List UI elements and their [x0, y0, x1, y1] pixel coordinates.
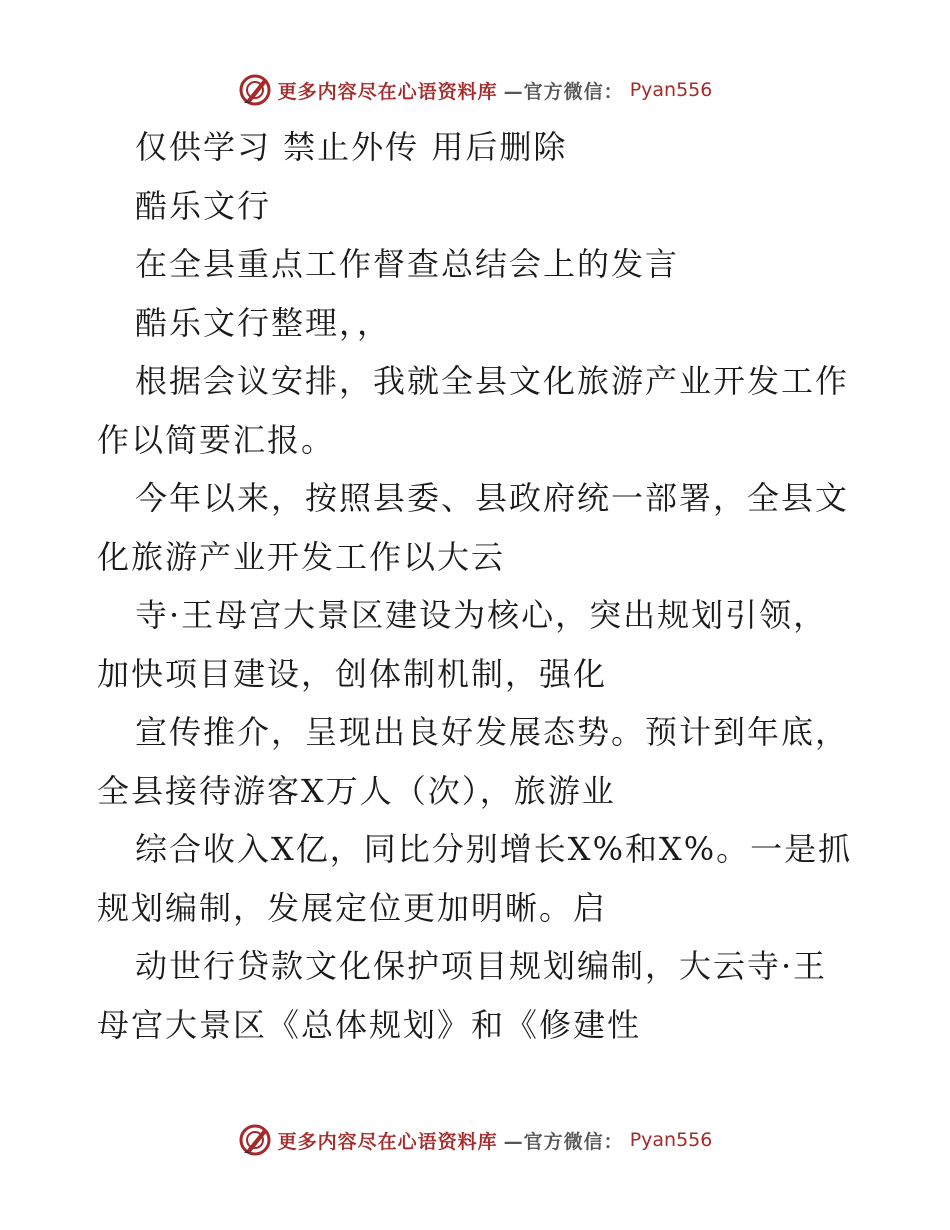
- document-line: 在全县重点工作督查总结会上的发言: [135, 245, 680, 283]
- document-line: 仅供学习 禁止外传 用后删除: [135, 128, 568, 166]
- document-line: 规划编制，发展定位更加明晰。启: [97, 888, 608, 927]
- document-line: 今年以来，按照县委、县政府统一部署，全县文: [135, 479, 850, 517]
- pen-circle-logo-icon: [238, 73, 272, 107]
- banner-brand-text: 更多内容尽在心语资料库: [277, 80, 498, 103]
- banner-separator-text: —官方微信：: [503, 80, 624, 103]
- document-line: 寺·王母宫大景区建设为核心，突出规划引领，: [135, 596, 828, 634]
- banner-wechat-id: Pyan556: [629, 1129, 713, 1151]
- document-line: 作以简要汇报。: [97, 420, 336, 459]
- document-line: 根据会议安排，我就全县文化旅游产业开发工作: [135, 362, 850, 400]
- document-body: [97, 118, 857, 1054]
- document-line: 宣传推介，呈现出良好发展态势。预计到年底，: [135, 713, 850, 751]
- footer-watermark-banner: [0, 1120, 950, 1160]
- header-watermark-banner: [0, 70, 950, 110]
- document-line: 动世行贷款文化保护项目规划编制，大云寺·王: [135, 947, 828, 985]
- document-line: 化旅游产业开发工作以大云: [97, 537, 506, 576]
- document-line: 酷乐文行: [135, 186, 272, 225]
- banner-separator-text: —官方微信：: [503, 1130, 624, 1153]
- document-line: 母宫大景区《总体规划》和《修建性: [97, 1005, 642, 1044]
- pen-circle-logo-icon: [238, 1123, 272, 1157]
- document-line: 酷乐文行整理，，: [135, 303, 392, 342]
- document-line: 综合收入X亿，同比分别增长X%和X%。一是抓: [135, 830, 853, 868]
- banner-brand-text: 更多内容尽在心语资料库: [277, 1130, 498, 1153]
- banner-wechat-id: Pyan556: [629, 79, 713, 101]
- document-line: 全县接待游客X万人（次），旅游业: [97, 771, 616, 810]
- document-line: 加快项目建设，创体制机制，强化: [97, 654, 608, 693]
